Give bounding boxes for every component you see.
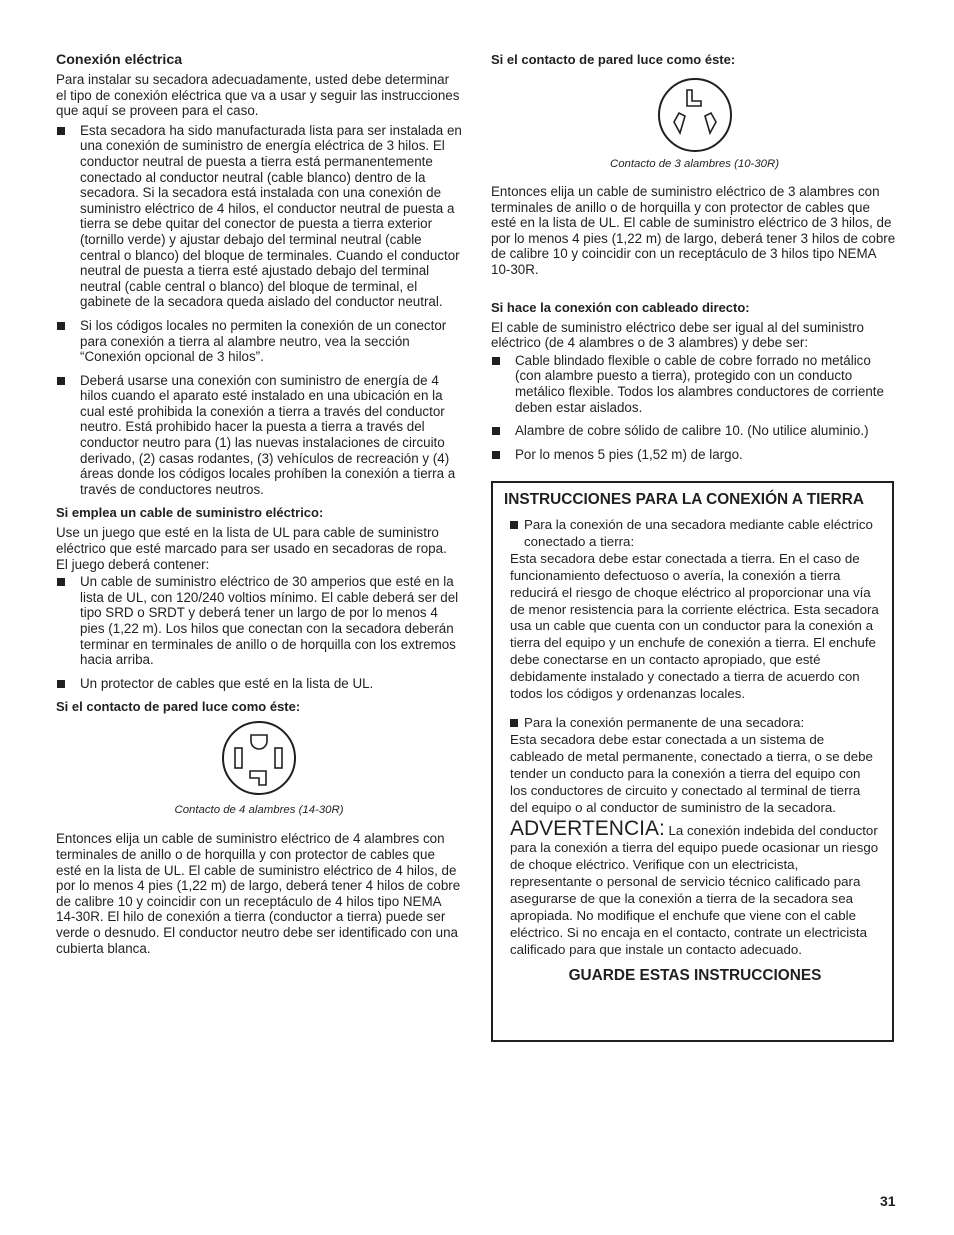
subheading-wall-outlet: Si el contacto de pared luce como éste: [56,699,301,715]
warning-paragraph [510,817,880,958]
power-cord-paragraph: Use un juego que esté en la lista de UL para cable de suministro eléctrico que esté marcado para ser usado en secadoras de ropa. El juego deberá contener: [56,525,447,572]
four-wire-paragraph: Entonces elija un cable de suministro eléctrico de 4 alambres con terminales de anillo o de horquilla y con protector de cables que esté en la lista de UL. El cable de suministro eléctrico de 4 hilos, de por lo menos 4 pies (1,22 m) de largo, deberá tener 4 hilos de cobre de calibre 10 y coincidir con un receptáculo de 4 hilos tipo NEMA 14-30R. El hilo de conexión a tierra (conductor a tierra) puede ser verde o desnudo. El conductor neutro debe ser identificado con una cubierta blanca. [56,831,461,956]
box-cord-text: Esta secadora debe estar conectada a tierra. En el caso de funcionamiento defectuoso o avería, la conexión a tierra reducirá el riesgo de choque eléctrico al proporcionar una vía de menor resistencia para la corriente eléctrica. Esta secadora usa un cable que cuenta con un conductor para la conexión a tierra del equipo y un enchufe de conexión a tierra. El enchufe debe conectarse en un contacto apropiado, que esté debidamente instalado y conectado a tierra de acuerdo con todos los códigos y ordenanzas locales. [510,550,879,702]
outlet-4-wire-icon [220,719,298,797]
bullet-square-icon [57,578,65,586]
bullet-square-icon [57,127,65,135]
list-item: Por lo menos 5 pies (1,52 m) de largo. [491,447,898,463]
subheading-wall-outlet-3: Si el contacto de pared luce como éste: [491,52,736,67]
outlet-4-wire-caption: Contacto de 4 alambres (14-30R) [174,804,344,817]
outlet-3-wire-icon [656,76,734,154]
direct-wire-paragraph: El cable de suministro eléctrico debe ser igual al del suministro eléctrico (de 4 alambres o de 3 alambres) y debe ser: [491,319,864,351]
subheading-direct-wire: Si hace la conexión con cableado directo: [491,299,750,315]
list-item: Cable blindado flexible o cable de cobre forrado no metálico (con alambre puesto a tierra), protegido con un conducto metálico flexible. Todos los alambres conductores de corriente deben estar aislados. [491,353,898,415]
intro-paragraph: Para instalar su secadora adecuadamente, usted debe determinar el tipo de conexión eléctrica que va a usar y seguir las instrucciones que aquí se proveen para el caso. [56,72,460,119]
subheading-power-cord: Si emplea un cable de suministro eléctrico: [56,505,324,521]
outlet-4-wire-figure [56,719,462,797]
section-heading: Conexión eléctrica [56,52,183,68]
outlet-3-wire-figure [491,76,898,154]
bullet-square-icon [57,377,65,385]
bullet-square-icon [492,427,500,435]
box-bullet-cord: Para la conexión de una secadora mediante cable eléctrico conectado a tierra: [510,517,880,551]
right-column [491,52,898,462]
left-column [56,52,462,956]
bullet-square-icon [510,521,518,529]
box-title: INSTRUCCIONES PARA LA CONEXIÓN A TIERRA [504,491,864,508]
box-footer: GUARDE ESTAS INSTRUCCIONES [568,966,822,984]
list-item: Si los códigos locales no permiten la conexión de un conector para conexión a tierra al alambre neutro, vea la sección “Conexión opcional de 3 hilos”. [56,318,462,365]
box-bullet-permanent: Para la conexión permanente de una secadora: [510,715,880,732]
warning-word: ADVERTENCIA: [510,817,665,841]
grounding-instructions-box [491,481,894,1042]
list-item: Alambre de cobre sólido de calibre 10. (No utilice aluminio.) [491,423,898,439]
list-item: Deberá usarse una conexión con suministro de energía de 4 hilos cuando el aparato esté instalado en una ubicación en la cual esté prohibida la conexión a tierra a través del conductor neutro. Está prohibido hacer la puesta a tierra a través del conductor neutro para (1) las nuevas instalaciones de circuito derivado, (2) casas rodantes, (3) vehículos de recreación y (4) áreas donde los códigos locales prohíben la conexión a tierra a través de conductores neutros. [56,373,462,498]
bullet-square-icon [492,451,500,459]
box-permanent-text: Esta secadora debe estar conectada a un sistema de cableado de metal permanente, conectado a tierra, o se debe tender un conducto para la conexión a tierra del equipo con los conductores de circuito y conectado al terminal de tierra del equipo o al conductor de suministro de la secadora. [510,731,873,815]
warning-text: La conexión indebida del conductor para la conexión a tierra del equipo puede ocasionar un riesgo de choque eléctrico. Verifique con un electricista, representante o personal de servicio técnico calificado para asegurarse de que la conexión a tierra de la secadora sea apropiada. No modifique el enchufe que viene con el cable eléctrico. Si no encaja en el contacto, contrate un electricista calificado para que instale un contacto adecuado. [510,823,879,957]
bullet-square-icon [510,719,518,727]
page-number: 31 [880,1193,896,1209]
three-wire-paragraph: Entonces elija un cable de suministro eléctrico de 3 alambres con terminales de anillo o de horquilla y con protector de cables que esté en la lista de UL. El cable de suministro eléctrico de 3 hilos, de por lo menos 4 pies (1,22 m) de largo, deberá tener 3 hilos de cobre de calibre 10 y coincidir con un receptáculo de 3 hilos tipo NEMA 10-30R. [491,184,896,277]
bullet-square-icon [57,322,65,330]
list-item: Esta secadora ha sido manufacturada lista para ser instalada en una conexión de suministro de energía eléctrica de 3 hilos. El conductor neutral de puesta a tierra está permanentemente conectado al conductor neutral (cable blanco) dentro de la secadora. Si la secadora está instalada con una conexión de suministro eléctrico de 4 hilos, el conductor neutral de puesta a tierra se debe quitar del conector de puesta a tierra exterior (tornillo verde) y ajustar debajo del terminal neutral (cable central o blanco) del bloque de terminales. Cuando el conductor neutral de puesta a tierra esté ajustado debajo del terminal neutral (cable central o blanco) del bloque de terminal, el gabinete de la secadora queda aislado del conductor neutral. [56,123,462,310]
bullet-square-icon [57,680,65,688]
bullet-square-icon [492,357,500,365]
outlet-3-wire-caption: Contacto de 3 alambres (10-30R) [609,158,780,170]
list-item: Un cable de suministro eléctrico de 30 amperios que esté en la lista de UL, con 120/240 voltios mínimo. El cable deberá ser del tipo SRD o SRDT y deberá tener un largo de por lo menos 4 pies (1,22 m). Los hilos que conectan con la secadora deberán terminar en terminales de anillo o de horquilla con los extremos hacia arriba. [56,574,462,668]
list-item: Un protector de cables que esté en la lista de UL. [56,676,462,692]
